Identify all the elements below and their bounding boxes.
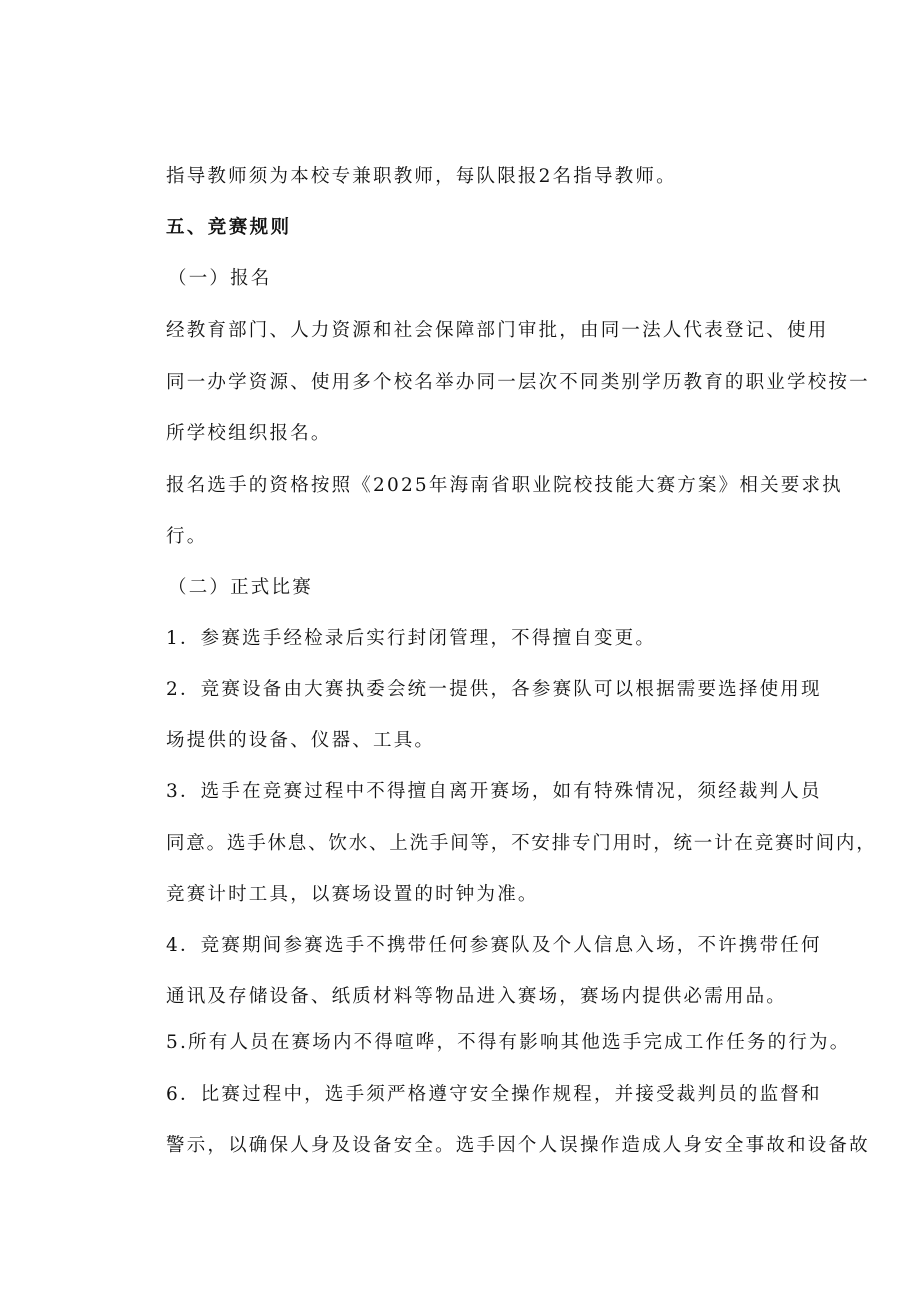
subsection-heading: （一）报名 [168,268,272,289]
paragraph-line: 报名选手的资格按照《2025年海南省职业院校技能大赛方案》相关要求执 [166,475,843,496]
subsection-heading: （二）正式比赛 [168,577,313,598]
section-heading: 五、竞赛规则 [166,217,292,238]
list-item: 4．竞赛期间参赛选手不携带任何参赛队及个人信息入场，不许携带任何 [166,935,822,956]
paragraph-line: 行。 [166,526,208,547]
paragraph-line: 竞赛计时工具，以赛场设置的时钟为准。 [166,884,539,905]
paragraph-line: 警示，以确保人身及设备安全。选手因个人误操作造成人身安全事故和设备故 [166,1135,870,1156]
list-item: 1．参赛选手经检录后实行封闭管理，不得擅自变更。 [166,628,657,649]
paragraph-line: 同意。选手休息、饮水、上洗手间等，不安排专门用时，统一计在竞赛时间内， [166,833,877,854]
paragraph-line: 场提供的设备、仪器、工具。 [166,730,436,751]
list-item: 6．比赛过程中，选手须严格遵守安全操作规程，并接受裁判员的监督和 [166,1084,822,1105]
list-item: 5.所有人员在赛场内不得喧哗，不得有影响其他选手完成工作任务的行为。 [166,1032,851,1053]
list-item: 3．选手在竞赛过程中不得擅自离开赛场，如有特殊情况，须经裁判人员 [166,781,822,802]
paragraph-line: 所学校组织报名。 [166,423,332,444]
paragraph-line: 通讯及存储设备、纸质材料等物品进入赛场，赛场内提供必需用品。 [166,986,788,1007]
paragraph-line: 指导教师须为本校专兼职教师，每队限报2名指导教师。 [166,166,677,187]
paragraph-line: 同一办学资源、使用多个校名举办同一层次不同类别学历教育的职业学校按一 [166,372,870,393]
list-item: 2．竞赛设备由大赛执委会统一提供，各参赛队可以根据需要选择使用现 [166,679,822,700]
paragraph-line: 经教育部门、人力资源和社会保障部门审批，由同一法人代表登记、使用 [166,320,829,341]
